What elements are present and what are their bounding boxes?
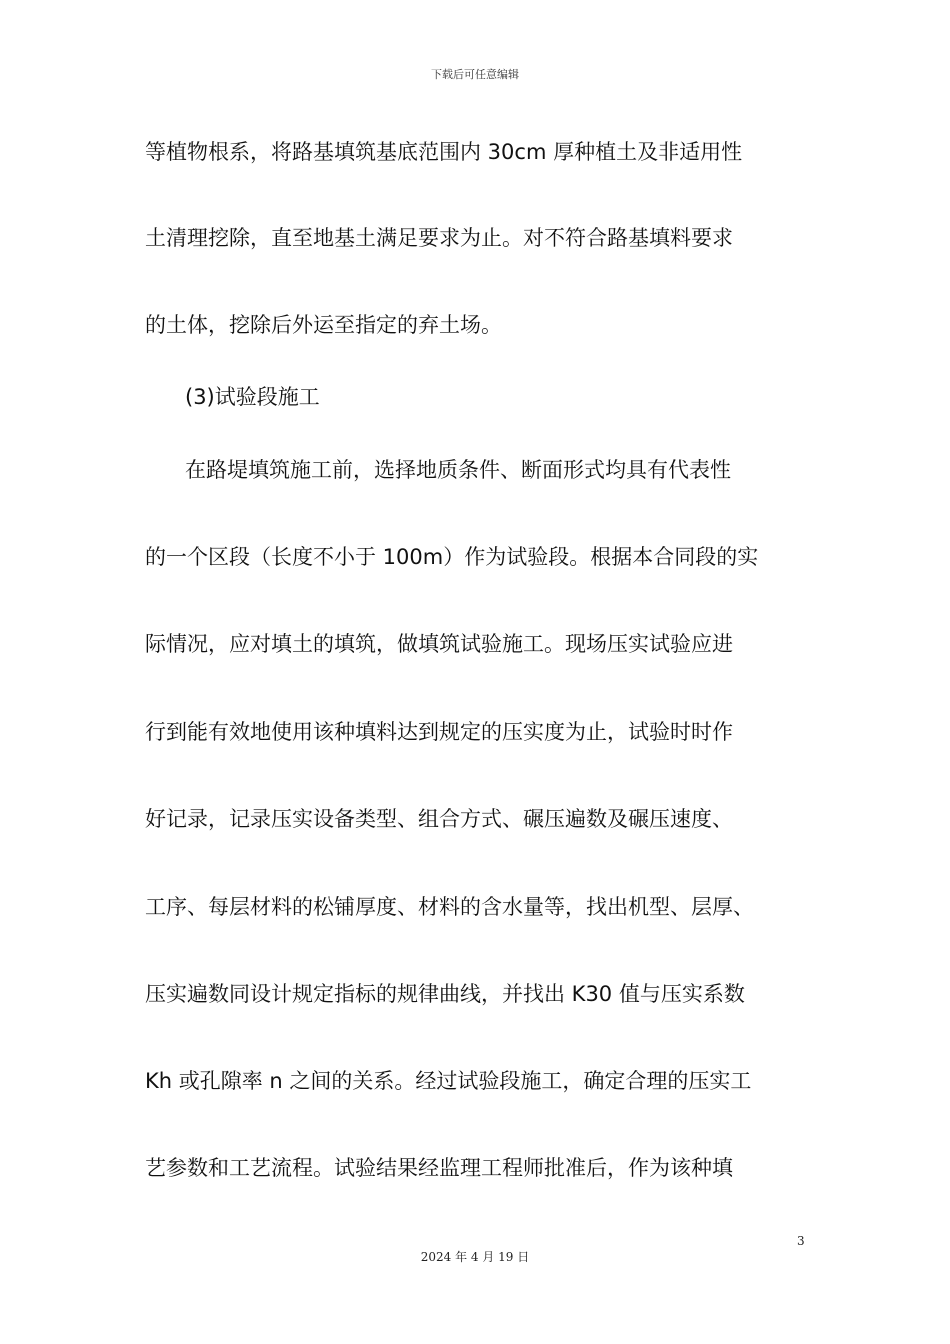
- body-line: 土清理挖除，直至地基土满足要求为止。对不符合路基填料要求: [145, 226, 733, 250]
- section-heading: (3)试验段施工: [185, 385, 320, 409]
- body-line: 工序、每层材料的松铺厚度、材料的含水量等，找出机型、层厚、: [145, 895, 754, 919]
- page-number: 3: [797, 1234, 805, 1248]
- body-line: 在路堤填筑施工前，选择地质条件、断面形式均具有代表性: [185, 458, 731, 482]
- body-line: 际情况，应对填土的填筑，做填筑试验施工。现场压实试验应进: [145, 632, 733, 656]
- body-line: 压实遍数同设计规定指标的规律曲线，并找出 K30 值与压实系数: [145, 982, 745, 1006]
- body-line: 行到能有效地使用该种填料达到规定的压实度为止，试验时时作: [145, 720, 733, 744]
- page-header: 下载后可任意编辑: [431, 68, 519, 81]
- body-line: 等植物根系，将路基填筑基底范围内 30cm 厚种植土及非适用性: [145, 140, 743, 164]
- footer-date: 2024 年 4 月 19 日: [420, 1250, 530, 1264]
- body-line: 的一个区段（长度不小于 100m）作为试验段。根据本合同段的实: [145, 545, 759, 569]
- body-line: 好记录，记录压实设备类型、组合方式、碾压遍数及碾压速度、: [145, 807, 733, 831]
- body-line: Kh 或孔隙率 n 之间的关系。经过试验段施工，确定合理的压实工: [145, 1069, 752, 1093]
- body-line: 的土体，挖除后外运至指定的弃土场。: [145, 313, 502, 337]
- body-line: 艺参数和工艺流程。试验结果经监理工程师批准后，作为该种填: [145, 1156, 733, 1180]
